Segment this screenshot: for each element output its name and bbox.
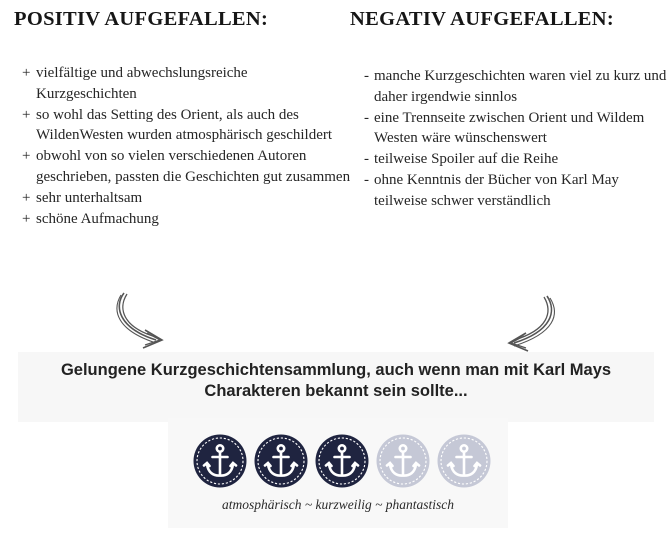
summary-line-2: Charakteren bekannt sein sollte... (204, 382, 468, 400)
curved-arrow-down-right-icon (112, 290, 172, 354)
list-item (22, 105, 352, 147)
list-item-text: teilweise Spoiler auf die Reihe (374, 151, 559, 168)
list-item-text: manche Kurzgeschichten waren viel zu kurz und daher irgendwie sinnlos (374, 68, 667, 105)
anchor-icon-filled (315, 434, 369, 488)
negative-list (364, 66, 669, 212)
plus-marker: + (22, 189, 31, 206)
list-item-text: so wohl das Setting des Orient, als auch des WildenWesten wurden atmosphärisch geschildert (36, 106, 333, 144)
list-item-text: vielfältige und abwechslungsreiche Kurzgeschichten (36, 65, 248, 102)
minus-marker: - (364, 171, 369, 188)
plus-marker: + (22, 148, 31, 165)
anchor-icon-filled (254, 434, 308, 488)
list-item-text: sehr unterhaltsam (36, 189, 143, 206)
plus-marker: + (22, 210, 31, 227)
positive-list (22, 63, 352, 229)
plus-marker: + (22, 106, 31, 123)
curved-arrow-down-left-icon (500, 293, 560, 355)
list-item (364, 170, 669, 212)
summary-line-1: Gelungene Kurzgeschichtensammlung, auch wenn man mit Karl Mays (60, 361, 612, 379)
list-item (22, 146, 352, 188)
list-item-text: obwohl von so vielen verschiedenen Autoren geschrieben, passten die Geschichten gut zusammen (36, 148, 351, 185)
anchor-icon-empty (376, 434, 430, 488)
list-item (364, 149, 669, 170)
list-item (364, 108, 669, 150)
negative-heading: NEGATIV AUFGEFALLEN: (350, 8, 614, 30)
list-item-text: ohne Kenntnis der Bücher von Karl May teilweise schwer verständlich (374, 171, 619, 209)
rating-tagline: atmosphärisch ~ kurzweilig ~ phantastisch (221, 497, 455, 512)
minus-marker: - (364, 68, 369, 84)
list-item-text: eine Trennseite zwischen Orient und Wildem Westen wäre wünschenswert (374, 109, 645, 147)
anchor-icon-empty (437, 434, 491, 488)
list-item (364, 66, 669, 108)
list-item (22, 63, 352, 105)
list-item (22, 209, 352, 230)
minus-marker: - (364, 109, 369, 126)
list-item-text: schöne Aufmachung (36, 210, 159, 227)
positive-heading: POSITIV AUFGEFALLEN: (14, 8, 269, 30)
anchor-icon-filled (193, 434, 247, 488)
summary-text (18, 360, 654, 402)
plus-marker: + (22, 65, 31, 81)
list-item (22, 188, 352, 209)
minus-marker: - (364, 151, 369, 168)
